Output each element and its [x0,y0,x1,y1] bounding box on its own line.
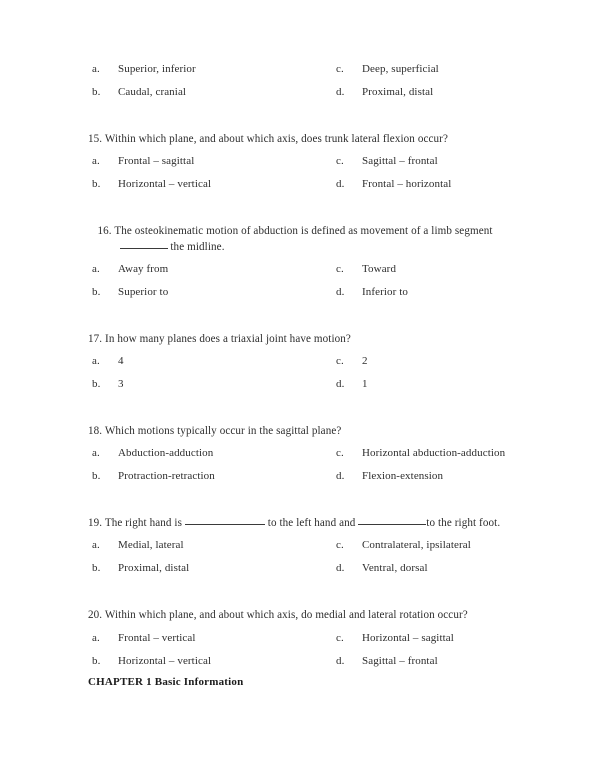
fill-in-blank[interactable] [358,524,426,525]
spacer [88,308,528,331]
option-text: Contralateral, ipsilateral [362,539,471,552]
option-label: a. [92,631,100,644]
option-d[interactable] [336,654,438,668]
spacer [88,584,528,607]
option-text: Protraction-retraction [118,470,215,483]
option-text: 2 [362,355,368,368]
option-row [88,561,528,584]
option-label: a. [92,539,100,552]
option-row [88,654,528,677]
option-label: a. [92,355,100,368]
question-stem-part2: to the left hand and [264,517,356,530]
option-row [88,631,528,654]
question-20 [88,607,528,676]
fill-in-blank[interactable] [120,248,168,249]
spacer [88,400,528,423]
option-label: d. [336,378,345,391]
option-b[interactable] [92,177,211,191]
option-a[interactable] [92,631,196,645]
option-label: c. [336,263,344,276]
option-label: d. [336,286,345,299]
option-b[interactable] [92,377,124,391]
option-label: a. [92,447,100,460]
question-stem [88,515,528,531]
question-19 [88,515,528,584]
question-17 [88,331,528,400]
options-grid [88,262,528,308]
chapter-footer: CHAPTER 1 Basic Information [88,676,244,688]
option-a[interactable] [92,446,213,460]
option-row [88,538,528,561]
option-label: d. [336,178,345,191]
option-text: Horizontal – sagittal [362,631,454,644]
options-grid [88,62,528,108]
option-row [88,469,528,492]
question-stem [88,223,528,255]
option-a[interactable] [92,62,196,76]
option-row [88,62,528,85]
option-a[interactable] [92,354,124,368]
spacer [88,492,528,515]
option-label: c. [336,63,344,75]
option-label: b. [92,470,101,483]
options-grid [88,446,528,492]
option-text: Abduction-adduction [118,447,214,460]
option-d[interactable] [336,469,443,483]
option-text: Medial, lateral [118,539,184,552]
option-d[interactable] [336,85,433,99]
option-text: Frontal – horizontal [362,178,452,191]
option-row [88,85,528,108]
option-a[interactable] [92,538,184,552]
option-label: a. [92,63,100,75]
option-c[interactable] [336,538,471,552]
option-b[interactable] [92,654,211,668]
option-label: a. [92,263,100,276]
option-text: Sagittal – frontal [362,155,438,168]
option-c[interactable] [336,631,454,645]
option-text: Horizontal – vertical [118,178,212,191]
option-text: 3 [118,378,124,391]
option-row [88,262,528,285]
option-text: Proximal, distal [362,86,434,98]
question-stem-part1: 19. The right hand is [88,517,183,530]
option-row [88,285,528,308]
orphan-options-block [88,62,528,108]
option-label: b. [92,654,101,667]
question-stem: 18. Which motions typically occur in the sagittal plane? [88,425,342,438]
option-label: c. [336,355,344,368]
option-label: c. [336,539,344,552]
question-stem-line2 [98,239,528,255]
option-text: Frontal – vertical [118,631,196,644]
option-text: Superior, inferior [118,63,196,75]
options-grid [88,354,528,400]
option-label: b. [92,562,101,575]
option-a[interactable] [92,154,194,168]
options-grid [88,538,528,584]
option-c[interactable] [336,354,368,368]
option-c[interactable] [336,262,396,276]
question-stem: 20. Within which plane, and about which axis, do medial and lateral rotation occur? [88,609,468,622]
option-text: Inferior to [362,286,408,299]
option-b[interactable] [92,85,186,99]
question-16 [88,223,528,308]
option-text: Frontal – sagittal [118,155,195,168]
option-text: 4 [118,355,124,368]
options-grid [88,154,528,200]
option-row [88,177,528,200]
option-text: Horizontal – vertical [118,654,212,667]
option-row [88,154,528,177]
question-18 [88,423,528,492]
option-c[interactable] [336,62,439,76]
option-b[interactable] [92,285,168,299]
option-row [88,446,528,469]
option-text: 1 [362,378,368,391]
option-text: Sagittal – frontal [362,654,438,667]
page-content [88,62,528,677]
option-text: Superior to [118,286,169,299]
option-text: Away from [118,263,169,276]
option-text: Proximal, distal [118,562,190,575]
question-stem-line1: 16. The osteokinematic motion of abduction is defined as movement of a limb segment [97,225,493,238]
options-grid [88,631,528,677]
option-label: d. [336,86,345,98]
option-b[interactable] [92,469,215,483]
option-label: d. [336,654,345,667]
spacer [88,108,528,131]
question-stem-part3: to the right foot. [426,517,501,530]
option-c[interactable] [336,446,505,460]
option-text: Ventral, dorsal [362,562,428,575]
option-d[interactable] [336,561,428,575]
fill-in-blank[interactable] [185,524,265,525]
option-text: Deep, superficial [362,63,439,75]
option-label: b. [92,378,101,391]
option-d[interactable] [336,377,368,391]
option-a[interactable] [92,262,168,276]
option-label: d. [336,562,345,575]
option-label: b. [92,178,101,191]
option-text: Flexion-extension [362,470,444,483]
question-stem: 17. In how many planes does a triaxial joint have motion? [88,333,351,346]
question-15 [88,131,528,200]
option-d[interactable] [336,177,451,191]
option-label: b. [92,86,101,98]
option-text: Horizontal abduction-adduction [362,447,506,460]
question-stem-line2-text: the midline. [167,241,225,254]
option-label: c. [336,631,344,644]
option-label: a. [92,155,100,168]
option-d[interactable] [336,285,408,299]
option-label: c. [336,155,344,168]
option-c[interactable] [336,154,438,168]
option-text: Caudal, cranial [118,86,187,98]
question-stem: 15. Within which plane, and about which axis, does trunk lateral flexion occur? [88,133,448,145]
option-text: Toward [362,263,397,276]
option-b[interactable] [92,561,189,575]
option-row [88,354,528,377]
option-row [88,377,528,400]
spacer [88,200,528,223]
option-label: d. [336,470,345,483]
option-label: b. [92,286,101,299]
option-label: c. [336,447,344,460]
